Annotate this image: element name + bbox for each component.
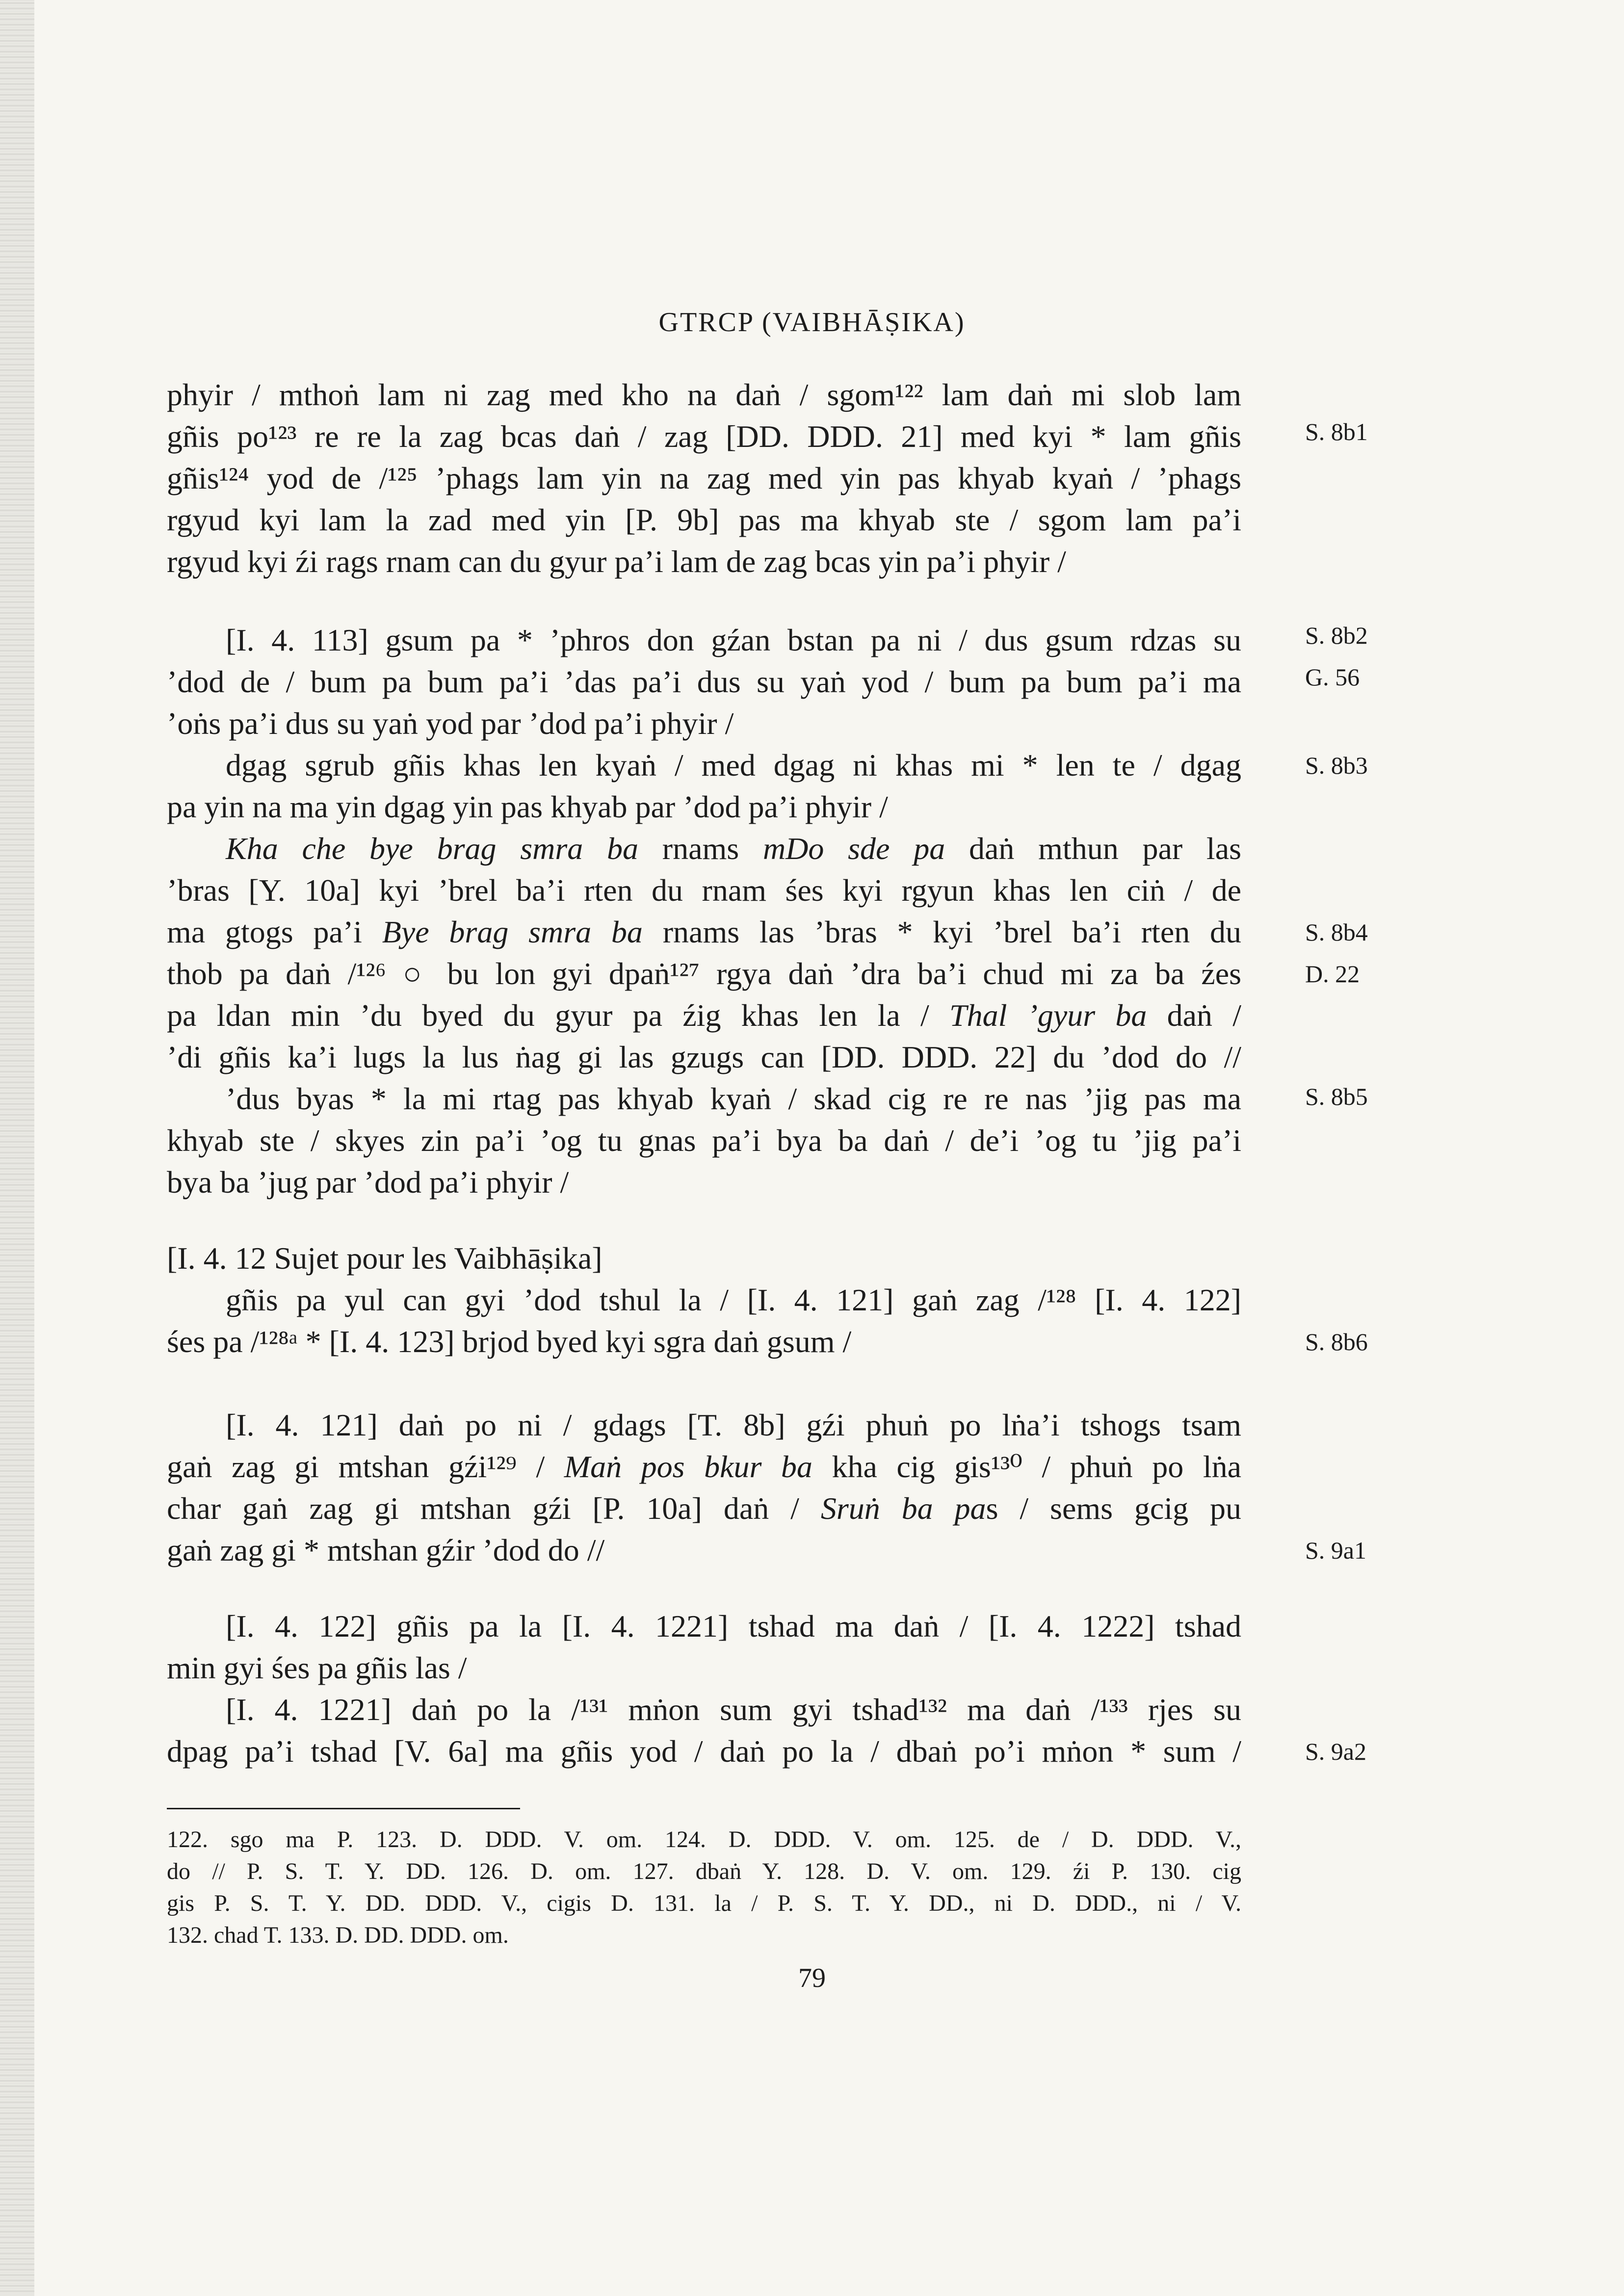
section-heading: [I. 4. 12 Sujet pour les Vaibhāṣika]: [167, 1241, 602, 1276]
margin-ref: S. 9a2: [1305, 1738, 1366, 1765]
text-line: ’oṅs pa’i dus su yaṅ yod par ’dod pa’i phyir /: [167, 706, 734, 741]
italic-term: Thal ’gyur ba: [949, 998, 1147, 1033]
margin-ref: S. 8b3: [1305, 752, 1368, 779]
text-line: ma gtogs pa’i Bye brag smra ba rnams las ’bras * kyi ’brel ba’i rten du: [167, 914, 1242, 949]
page-number: 79: [798, 1963, 826, 1993]
italic-term: Bye brag smra ba: [382, 914, 643, 949]
running-header: GTRCP (VAIBHĀṢIKA): [658, 307, 966, 338]
italic-term: mDo sde pa: [762, 831, 945, 866]
text-line: phyir / mthoṅ lam ni zag med kho na daṅ / sgom¹²² lam daṅ mi slob lam: [167, 377, 1241, 412]
text-line: [I. 4. 121] daṅ po ni / gdags [T. 8b] gźi phuṅ po lṅa’i tshogs tsam: [226, 1408, 1241, 1442]
text-line: min gyi śes pa gñis las /: [167, 1650, 467, 1685]
margin-ref: S. 8b1: [1305, 418, 1368, 445]
text-line: rgyud kyi lam la zad med yin [P. 9b] pas ma khyab ste / sgom lam pa’i: [167, 502, 1241, 537]
text-line: dgag sgrub gñis khas len kyaṅ / med dgag ni khas mi * len te / dgag: [226, 748, 1241, 783]
text-line: śes pa /¹²⁸ᵃ * [I. 4. 123] brjod byed kyi sgra daṅ gsum /: [167, 1324, 852, 1359]
text-line: dpag pa’i tshad [V. 6a] ma gñis yod / daṅ po la / dbaṅ po’i mṅon * sum /: [167, 1734, 1241, 1769]
text-line: [I. 4. 122] gñis pa la [I. 4. 1221] tshad ma daṅ / [I. 4. 1222] tshad: [226, 1609, 1241, 1644]
text-line: ’bras [Y. 10a] kyi ’brel ba’i rten du rnam śes kyi rgyun khas len ciṅ / de: [167, 873, 1241, 908]
footnote-line: gis P. S. T. Y. DD. DDD. V., cigis D. 131. la / P. S. T. Y. DD., ni D. DDD., ni / V.: [167, 1890, 1241, 1916]
text-line: gaṅ zag gi mtshan gźi¹²⁹ / Maṅ pos bkur ba kha cig gis¹³⁰ / phuṅ po lṅa: [167, 1449, 1242, 1484]
text-line: char gaṅ zag gi mtshan gźi [P. 10a] daṅ / Sruṅ ba pas / sems gcig pu: [167, 1491, 1242, 1526]
footnote-rule: [167, 1808, 520, 1809]
italic-term: Maṅ pos bkur ba: [564, 1449, 812, 1484]
text-line: gñis¹²⁴ yod de /¹²⁵ ’phags lam yin na zag med yin pas khyab kyaṅ / ’phags: [167, 461, 1241, 496]
text-line: gñis pa yul can gyi ’dod tshul la / [I. 4. 121] gaṅ zag /¹²⁸ [I. 4. 122]: [226, 1282, 1241, 1317]
footnote-line: 122. sgo ma P. 123. D. DDD. V. om. 124. D. DDD. V. om. 125. de / D. DDD. V.,: [167, 1826, 1241, 1852]
text-line: khyab ste / skyes zin pa’i ’og tu gnas pa’i bya ba daṅ / de’i ’og tu ’jig pa’i: [167, 1123, 1241, 1158]
text-line: gaṅ zag gi * mtshan gźir ’dod do //: [167, 1533, 605, 1567]
margin-ref: S. 8b4: [1305, 918, 1368, 946]
margin-ref: S. 8b6: [1305, 1328, 1368, 1356]
footnote-line: 132. chad T. 133. D. DD. DDD. om.: [167, 1922, 509, 1948]
text-line: ’dod de / bum pa bum pa’i ’das pa’i dus su yaṅ yod / bum pa bum pa’i ma: [167, 664, 1241, 699]
margin-ref: D. 22: [1305, 960, 1360, 988]
text-line: ’dus byas * la mi rtag pas khyab kyaṅ / skad cig re re nas ’jig pas ma: [226, 1081, 1241, 1116]
margin-ref: G. 56: [1305, 663, 1360, 691]
margin-ref: S. 9a1: [1305, 1537, 1366, 1564]
text-line: thob pa daṅ /¹²⁶ ○ bu lon gyi dpaṅ¹²⁷ rgya daṅ ’dra ba’i chud mi za ba źes: [167, 956, 1241, 991]
text-line: Kha che bye brag smra ba rnams mDo sde pa daṅ mthun par las: [226, 831, 1242, 866]
text-line: ’di gñis ka’i lugs la lus ṅag gi las gzugs can [DD. DDD. 22] du ’dod do //: [167, 1040, 1241, 1074]
margin-ref: S. 8b5: [1305, 1083, 1368, 1110]
text-line: [I. 4. 113] gsum pa * ’phros don gźan bstan pa ni / dus gsum rdzas su: [226, 623, 1241, 657]
text-line: bya ba ’jug par ’dod pa’i phyir /: [167, 1165, 569, 1200]
scan-edge: [0, 0, 34, 2296]
text-line: [I. 4. 1221] daṅ po la /¹³¹ mṅon sum gyi tshad¹³² ma daṅ /¹³³ rjes su: [226, 1692, 1241, 1727]
italic-term: Kha che bye brag smra ba: [226, 831, 639, 866]
footnote-line: do // P. S. T. Y. DD. 126. D. om. 127. dbaṅ Y. 128. D. V. om. 129. źi P. 130. cig: [167, 1858, 1241, 1884]
italic-term: Sruṅ ba pa: [820, 1491, 986, 1526]
text-line: gñis po¹²³ re re la zag bcas daṅ / zag [DD. DDD. 21] med kyi * lam gñis: [167, 419, 1241, 454]
text-line: pa yin na ma yin dgag yin pas khyab par ’dod pa’i phyir /: [167, 789, 888, 824]
text-line: pa ldan min ’du byed du gyur pa źig khas len la / Thal ’gyur ba daṅ /: [167, 998, 1242, 1033]
text-line: rgyud kyi źi rags rnam can du gyur pa’i lam de zag bcas yin pa’i phyir /: [167, 544, 1066, 579]
margin-ref: S. 8b2: [1305, 622, 1368, 649]
